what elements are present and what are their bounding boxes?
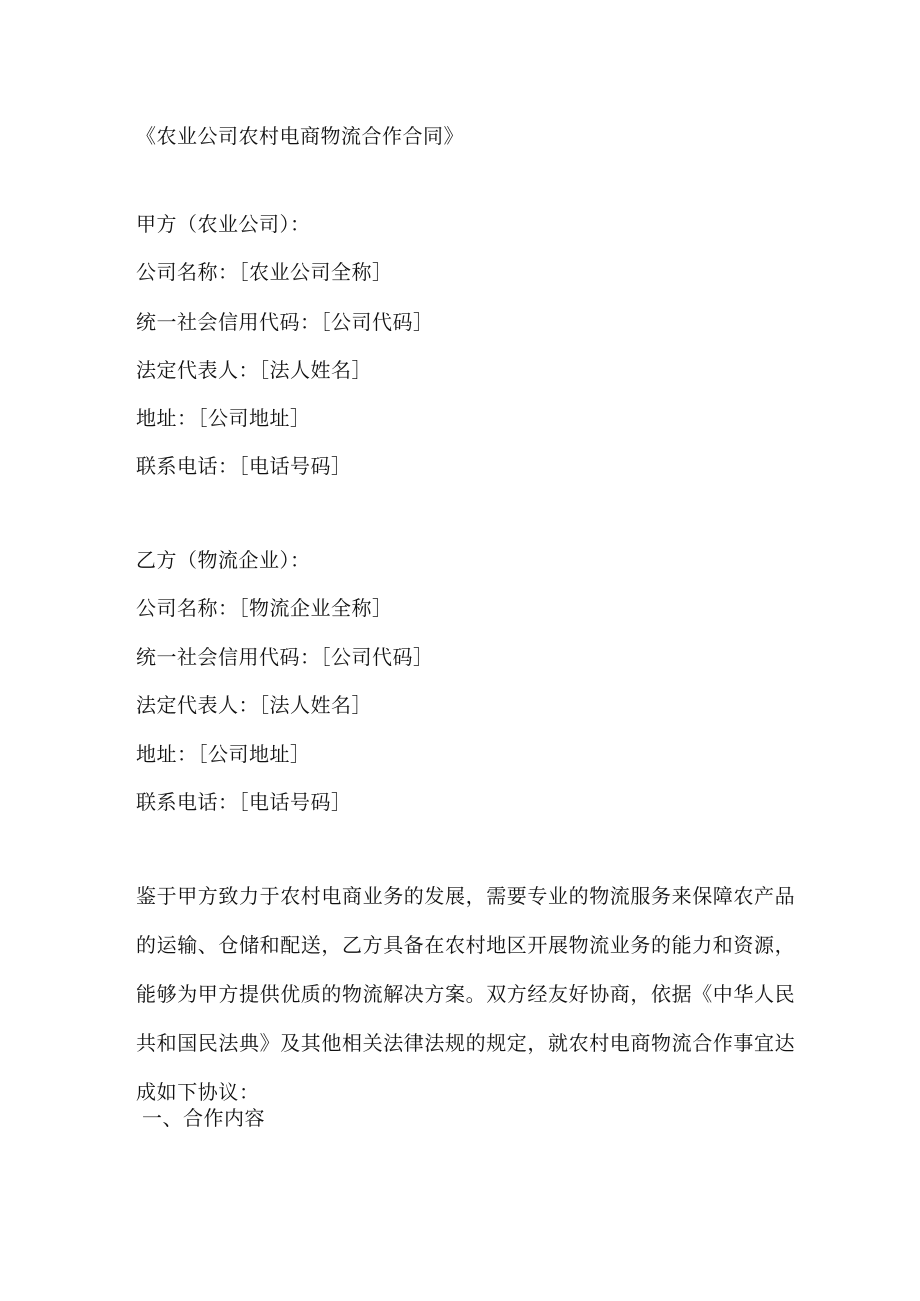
- party-a-phone: 联系电话：［电话号码］: [136, 454, 352, 478]
- section-1-heading: 一、合作内容: [142, 1106, 265, 1130]
- party-b-legal-rep: 法定代表人：［法人姓名］: [136, 693, 372, 717]
- party-b-company-name: 公司名称：［物流企业全称］: [136, 596, 393, 620]
- party-b-credit-code: 统一社会信用代码：［公司代码］: [136, 645, 434, 669]
- preamble-line-1: 鉴于甲方致力于农村电商业务的发展，需要专业的物流服务来保障农产品: [136, 884, 796, 908]
- party-a-credit-code: 统一社会信用代码：［公司代码］: [136, 310, 434, 334]
- preamble-line-5: 成如下协议：: [136, 1080, 260, 1104]
- party-b-heading: 乙方（物流企业）：: [136, 548, 311, 572]
- party-b-address: 地址：［公司地址］: [136, 742, 311, 766]
- party-b-phone: 联系电话：［电话号码］: [136, 790, 352, 814]
- preamble-line-2: 的运输、仓储和配送，乙方具备在农村地区开展物流业务的能力和资源，: [136, 933, 796, 957]
- party-a-legal-rep: 法定代表人：［法人姓名］: [136, 358, 372, 382]
- party-a-address: 地址：［公司地址］: [136, 406, 311, 430]
- preamble-line-4: 共和国民法典》及其他相关法律法规的规定，就农村电商物流合作事宜达: [136, 1031, 796, 1055]
- party-a-company-name: 公司名称：［农业公司全称］: [136, 260, 393, 284]
- party-a-heading: 甲方（农业公司）：: [136, 212, 311, 236]
- contract-title: 《农业公司农村电商物流合作合同》: [136, 124, 464, 148]
- preamble-line-3: 能够为甲方提供优质的物流解决方案。双方经友好协商，依据《中华人民: [136, 982, 796, 1006]
